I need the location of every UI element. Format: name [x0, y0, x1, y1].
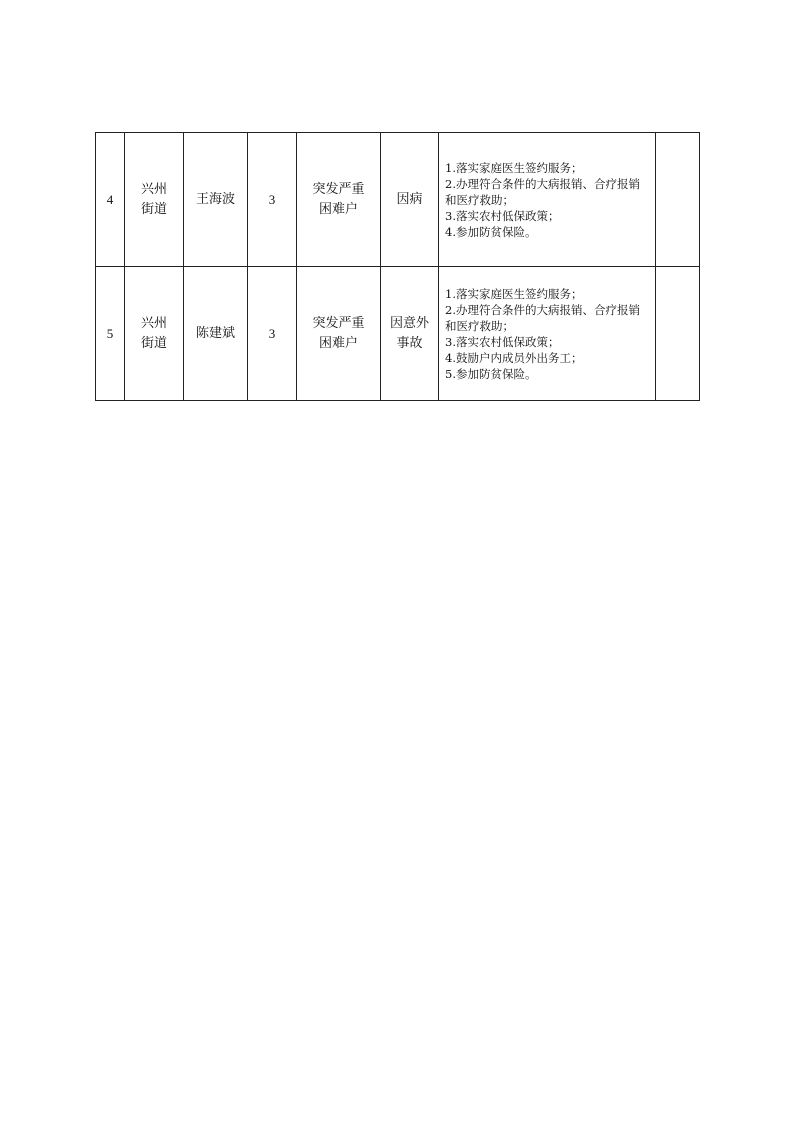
cell-remark — [656, 267, 700, 401]
cell-measures — [439, 267, 656, 401]
cell-area-text: 街道 — [140, 335, 167, 351]
cell-index-text: 4 — [106, 191, 114, 207]
cell-area-text: 街道 — [140, 201, 167, 217]
measure-item: 3.落实农村低保政策； — [445, 208, 560, 223]
cell-index — [96, 267, 125, 401]
cell-cause-text: 因病 — [396, 191, 423, 207]
cell-name — [184, 133, 248, 267]
measure-item: 3.落实农村低保政策； — [445, 334, 560, 349]
cell-index — [96, 133, 125, 267]
cell-measures — [439, 133, 656, 267]
measure-item: 4.鼓励户内成员外出务工； — [445, 350, 583, 365]
cell-category-text: 突发严重 — [312, 315, 365, 331]
table-row — [96, 267, 700, 401]
cell-name — [184, 267, 248, 401]
cell-name-text: 陈建斌 — [195, 325, 235, 341]
measure-item: 2.办理符合条件的大病报销、合疗报销和医疗救助； — [445, 176, 640, 207]
cell-area-text: 兴州 — [140, 181, 167, 197]
measure-item: 1.落实家庭医生签约服务； — [445, 160, 583, 175]
cell-household-size-text: 3 — [268, 325, 276, 341]
cell-household-size-text: 3 — [268, 191, 276, 207]
cell-cause — [381, 267, 439, 401]
cell-category-text: 困难户 — [318, 335, 358, 351]
cell-cause-text: 因意外 — [389, 315, 429, 331]
cell-cause — [381, 133, 439, 267]
cell-category — [297, 267, 381, 401]
measure-item: 4.参加防贫保险。 — [445, 224, 537, 239]
cell-cause-text: 事故 — [396, 335, 423, 351]
cell-category — [297, 133, 381, 267]
cell-area-text: 兴州 — [140, 315, 167, 331]
households-table — [95, 132, 700, 401]
cell-area — [125, 267, 184, 401]
measure-item: 5.参加防贫保险。 — [445, 366, 537, 381]
table-row — [96, 133, 700, 267]
measure-item: 1.落实家庭医生签约服务； — [445, 286, 583, 301]
cell-remark — [656, 133, 700, 267]
cell-household-size — [248, 133, 297, 267]
table-body — [96, 133, 700, 401]
cell-category-text: 突发严重 — [312, 181, 365, 197]
cell-household-size — [248, 267, 297, 401]
cell-name-text: 王海波 — [195, 191, 235, 207]
measure-item: 2.办理符合条件的大病报销、合疗报销和医疗救助； — [445, 302, 640, 333]
cell-category-text: 困难户 — [318, 201, 358, 217]
cell-area — [125, 133, 184, 267]
cell-index-text: 5 — [106, 325, 114, 341]
